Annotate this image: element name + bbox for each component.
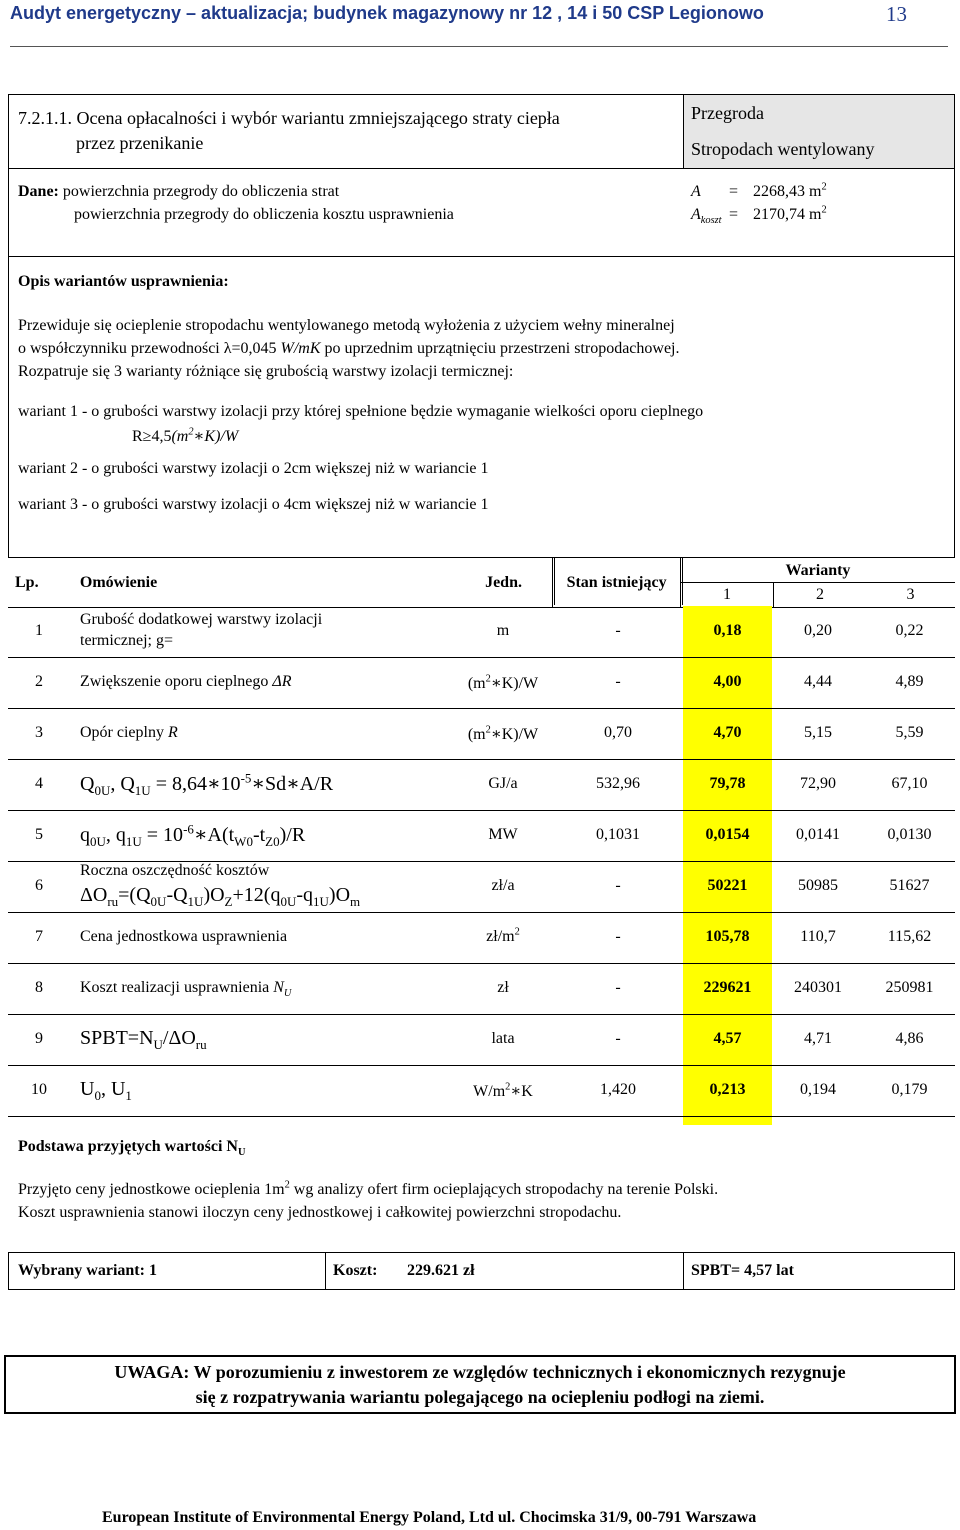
area-eq: = <box>729 183 739 200</box>
row7-existing: - <box>615 928 621 945</box>
row8-variant-2: 240301 <box>794 979 842 996</box>
variants-description <box>18 314 948 383</box>
summary-divider <box>683 1252 684 1290</box>
note-line1: UWAGA: W porozumieniu z inwestorem ze względów technicznych i ekonomicznych rezygnuje <box>114 1362 846 1382</box>
table-rule <box>8 657 955 658</box>
row8-description: Koszt realizacji usprawnienia $N_U$ <box>80 979 292 1000</box>
note-line2: się z rozpatrywania wariantu polegającego na ociepleniu podłogi na ziemi. <box>195 1387 765 1407</box>
cost-value: 229.621 zł <box>407 1262 475 1279</box>
row9-unit: lata <box>491 1030 515 1047</box>
row10-unit: $W/m^2∗K$ <box>473 1081 533 1100</box>
row7-unit: $zł/m^2$ <box>486 926 520 945</box>
row6-variant-1: 50221 <box>707 877 748 894</box>
row5-variant-1: 0,0154 <box>705 826 750 843</box>
row1-unit: m <box>496 622 510 639</box>
summary-divider <box>325 1252 326 1290</box>
row6-formula: $\Delta O_{ru}=(Q_{0U}-Q_{1U})O_Z+12(q_{0U}-q_{1U})O_m$ <box>80 884 361 909</box>
cost-area-eq: = <box>729 206 739 223</box>
row3-description: Opór cieplny R <box>80 724 178 741</box>
row5-variant-3: 0,0130 <box>887 826 932 843</box>
section-divider <box>8 168 955 169</box>
row6-lp: 6 <box>35 877 43 894</box>
row8-variant-3: 250981 <box>885 979 934 996</box>
row6-variant-2: 50985 <box>798 877 838 894</box>
row10-existing: 1,420 <box>600 1081 636 1098</box>
row5-formula: $q_{0U}$, $q_{1U}$ = $10^{-6}∗A(t_{W0}-t_{Z0})/R$ <box>80 821 306 849</box>
table-vrule <box>554 557 555 605</box>
row9-formula: $SPBT=N_U/\Delta O_{ru}$ <box>80 1027 207 1052</box>
header-existing: Stan istniejący <box>553 558 681 608</box>
table-rule <box>8 1014 955 1015</box>
row6-variant-3: 51627 <box>889 877 930 894</box>
header-variants <box>680 558 955 608</box>
row4-existing: 532,96 <box>596 775 640 792</box>
row8-unit: zł <box>497 979 509 996</box>
row4-unit: GJ/a <box>488 775 518 792</box>
header-lp: Lp. <box>15 573 39 591</box>
row2-lp: 2 <box>35 673 43 690</box>
table-rule <box>8 759 955 760</box>
selected-variant: Wybrany wariant: 1 <box>18 1262 157 1279</box>
table-rule <box>8 963 955 964</box>
header-title: Audyt energetyczny – aktualizacja; budynek magazynowy nr 12 , 14 i 50 CSP Legionowo <box>10 3 764 23</box>
description-line1: Przewiduje się ocieplenie stropodachu wentylowanego metodą wyłożenia z użyciem wełny mineralnej <box>18 317 675 334</box>
row2-description: Zwiększenie oporu cieplnego ΔR <box>80 673 292 690</box>
header-rule <box>10 46 948 47</box>
cost-area-exp: 2 <box>821 204 827 216</box>
row10-lp: 10 <box>31 1081 47 1098</box>
row6-unit: zł/a <box>491 877 515 894</box>
area-exp: 2 <box>821 181 827 193</box>
row1-variant-3: 0,22 <box>895 622 924 639</box>
table-rule <box>8 810 955 811</box>
note-text <box>6 1360 954 1410</box>
header-variants-label: Warianty <box>681 558 955 583</box>
basis-section <box>18 1138 948 1224</box>
basis-line2: Koszt usprawnienia stanowi iloczyn ceny jednostkowej i całkowitej powierzchni stropodachu. <box>18 1204 622 1221</box>
basis-line1: Przyjęto ceny jednostkowe ocieplenia $1m^2$ wg analizy ofert firm ocieplających stropodachy na terenie Polski. <box>18 1179 719 1198</box>
row9-lp: 9 <box>35 1030 43 1047</box>
area-symbol: A <box>691 183 701 200</box>
table-rule <box>8 861 955 862</box>
row2-variant-2: 4,44 <box>804 673 832 690</box>
table-rule <box>8 1065 955 1066</box>
row9-variant-2: 4,71 <box>804 1030 832 1047</box>
row7-variant-1: 105,78 <box>705 928 750 945</box>
cost-area-value: 2170,74 m <box>753 206 822 223</box>
row10-variant-2: 0,194 <box>800 1081 836 1098</box>
row9-variant-1: 4,57 <box>713 1030 742 1047</box>
table-rule <box>8 708 955 709</box>
header-variant-1: 1 <box>681 583 774 607</box>
row4-formula: $Q_{0U}$, $Q_{1U}$ = $8,64∗10^{-5}∗Sd∗A/R$ <box>80 770 334 798</box>
partition-label: Przegroda <box>691 103 764 123</box>
row6-existing: - <box>615 877 621 894</box>
row6-description: Roczna oszczędność kosztów <box>80 862 270 879</box>
cost-area-symbol: A <box>691 206 701 223</box>
header-unit: Jedn. <box>485 573 522 591</box>
row5-existing: 0,1031 <box>596 826 640 843</box>
row7-lp: 7 <box>35 928 43 945</box>
row7-variant-2: 110,7 <box>800 928 836 945</box>
cost-label: Koszt: <box>333 1262 378 1279</box>
row3-variant-3: 5,59 <box>895 724 924 741</box>
row10-variant-1: 0,213 <box>709 1081 746 1098</box>
variants-description-heading: Opis wariantów usprawnienia: <box>18 273 229 290</box>
row1-variant-2: 0,20 <box>804 622 832 639</box>
cost-area-sub: koszt <box>700 215 722 227</box>
row2-variant-3: 4,89 <box>895 673 924 690</box>
header-variant-2: 2 <box>815 586 824 603</box>
row5-variant-2: 0,0141 <box>796 826 840 843</box>
row3-variant-1: 4,70 <box>713 724 742 741</box>
row9-existing: - <box>615 1030 621 1047</box>
row2-unit: $(m^2∗K)/W$ <box>467 673 539 692</box>
row7-variant-3: 115,62 <box>887 928 932 945</box>
document-header <box>10 3 764 24</box>
row2-variant-1: 4,00 <box>713 673 742 690</box>
table-rule <box>8 1116 955 1117</box>
table-vrule <box>682 557 683 605</box>
row8-lp: 8 <box>35 979 43 996</box>
table-header-row <box>8 558 955 608</box>
section-heading-line1: 7.2.1.1. Ocena opłacalności i wybór wariantu zmniejszającego straty ciepła <box>18 108 560 128</box>
basis-heading: Podstawa przyjętych wartości $N_U$ <box>18 1138 246 1159</box>
section-heading <box>18 106 560 156</box>
row3-existing: 0,70 <box>604 724 632 741</box>
row8-existing: - <box>615 979 621 996</box>
row2-existing: - <box>615 673 621 690</box>
variant3-description: wariant 3 - o grubości warstwy izolacji o 4cm większej niż w wariancie 1 <box>18 496 489 513</box>
row5-unit: MW <box>488 826 518 843</box>
row4-variant-2: 72,90 <box>800 775 836 792</box>
table-rule <box>8 912 955 913</box>
row4-lp: 4 <box>35 775 43 792</box>
given-row2-text: powierzchnia przegrody do obliczenia kosztu usprawnienia <box>74 206 454 223</box>
row1-lp: 1 <box>35 622 43 639</box>
description-line2: o współczynniku przewodności λ=0,045 W/mK po uprzednim uprzątnięciu przestrzeni stropodachowej. <box>18 340 680 357</box>
row1-description: Grubość dodatkowej warstwy izolacji termicznej; g= <box>80 611 323 649</box>
given-row1-text: powierzchnia przegrody do obliczenia strat <box>62 183 340 200</box>
description-divider <box>8 256 955 257</box>
header-variant-3: 3 <box>906 586 915 603</box>
given-data <box>18 180 454 226</box>
row3-lp: 3 <box>35 724 43 741</box>
row8-variant-1: 229621 <box>703 979 752 996</box>
given-values <box>691 180 827 226</box>
row7-description: Cena jednostkowa usprawnienia <box>80 928 288 945</box>
footer-text: European Institute of Environmental Energy Poland, Ltd ul. Chocimska 31/9, 00-791 Warszawa <box>102 1509 757 1526</box>
row9-variant-3: 4,86 <box>895 1030 924 1047</box>
spbt-summary: SPBT= 4,57 lat <box>691 1262 794 1279</box>
area-value: 2268,43 m <box>753 183 822 200</box>
row1-variant-1: 0,18 <box>713 622 742 639</box>
description-line3: Rozpatruje się 3 warianty różniące się grubością warstwy izolacji termicznej: <box>18 363 514 380</box>
variant2-description: wariant 2 - o grubości warstwy izolacji o 2cm większej niż w wariancie 1 <box>18 460 489 477</box>
given-label: Dane: <box>18 183 59 200</box>
row10-variant-3: 0,179 <box>891 1081 928 1098</box>
row4-variant-1: 79,78 <box>709 775 746 792</box>
row4-variant-3: 67,10 <box>891 775 928 792</box>
variant1-description: wariant 1 - o grubości warstwy izolacji przy której spełnione będzie wymaganie wielkości oporu cieplnego $R\ge 4,5(m^2∗K)/W$ <box>18 403 704 445</box>
header-description: Omówienie <box>79 573 158 591</box>
partition-value: Stropodach wentylowany <box>691 139 875 159</box>
row10-formula: $U_0$, $U_1$ <box>80 1078 132 1103</box>
section-heading-line2: przez przenikanie <box>76 133 204 153</box>
row5-lp: 5 <box>35 826 43 843</box>
row3-variant-2: 5,15 <box>804 724 832 741</box>
row1-existing: - <box>615 622 621 639</box>
page-number: 13 <box>886 2 907 26</box>
row3-unit: $(m^2∗K)/W$ <box>467 724 539 743</box>
